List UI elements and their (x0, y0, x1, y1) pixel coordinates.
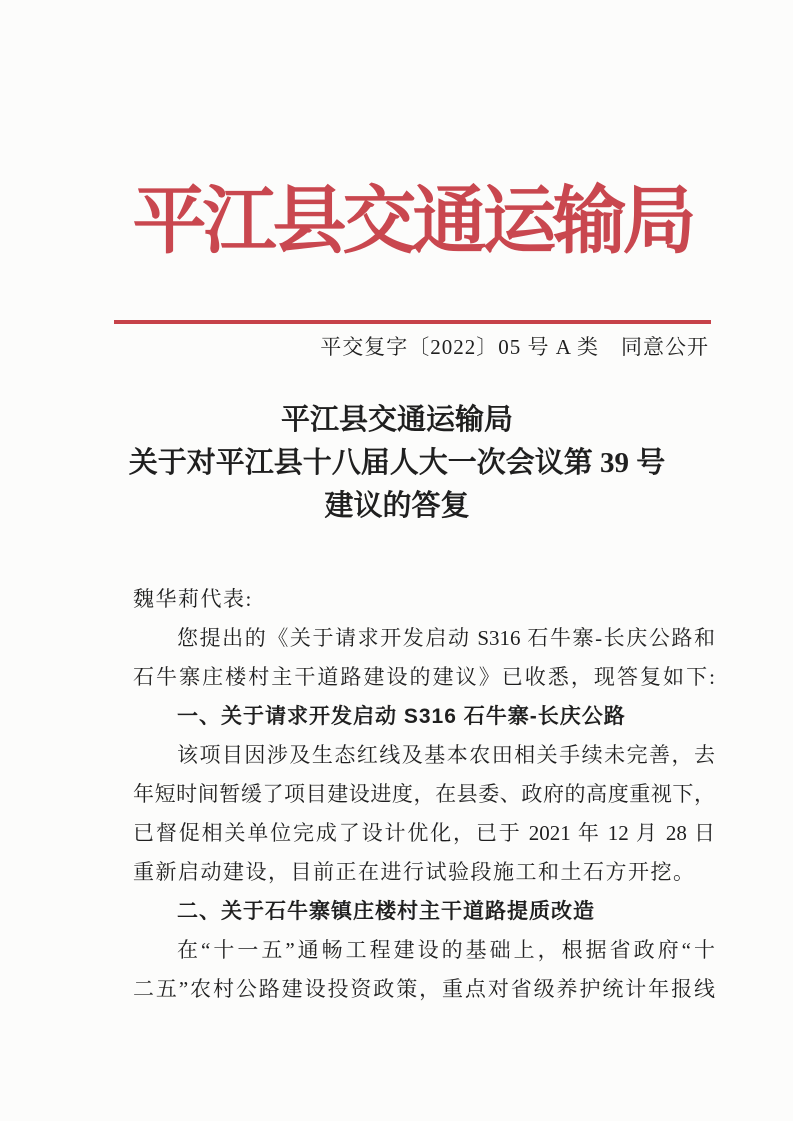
paragraph-2-line-2: 年短时间暂缓了项目建设进度，在县委、政府的高度重视下， (133, 782, 715, 806)
section-heading-1: 一、关于请求开发启动 S316 石牛寨-长庆公路 (177, 705, 626, 728)
document-title (77, 399, 717, 528)
document-reference-number: 平交复字〔2022〕05 号 A 类 同意公开 (320, 335, 709, 359)
document-title-line-2: 关于对平江县十八届人大一次会议第 39 号 (128, 447, 666, 479)
paragraph-2-line-1: 该项目因涉及生态红线及基本农田相关手续未完善，去 (177, 743, 715, 767)
paragraph-2-line-3: 已督促相关单位完成了设计优化，已于 2021 年 12 月 28 日 (133, 821, 715, 845)
paragraph-1-line-2: 石牛寨庄楼村主干道路建设的建议》已收悉，现答复如下: (133, 665, 715, 689)
letterhead-agency-title: 平江县交通运输局 (132, 181, 693, 263)
document-reference-row (114, 331, 709, 363)
salutation: 魏华莉代表: (133, 587, 253, 611)
paragraph-3-line-1: 在“十一五”通畅工程建设的基础上，根据省政府“十 (177, 938, 715, 962)
document-title-line-1: 平江县交通运输局 (280, 404, 513, 436)
section-heading-2: 二、关于石牛寨镇庄楼村主干道路提质改造 (177, 900, 595, 923)
letterhead-divider-line (114, 320, 711, 324)
paragraph-3-line-2: 二五”农村公路建设投资政策，重点对省级养护统计年报线 (133, 977, 715, 1001)
document-body (133, 580, 715, 1009)
paragraph-2-line-4: 重新启动建设，目前正在进行试验段施工和土石方开挖。 (133, 860, 696, 884)
paragraph-1-line-1: 您提出的《关于请求开发启动 S316 石牛寨-长庆公路和 (177, 626, 715, 650)
document-title-line-3: 建议的答复 (324, 490, 470, 522)
